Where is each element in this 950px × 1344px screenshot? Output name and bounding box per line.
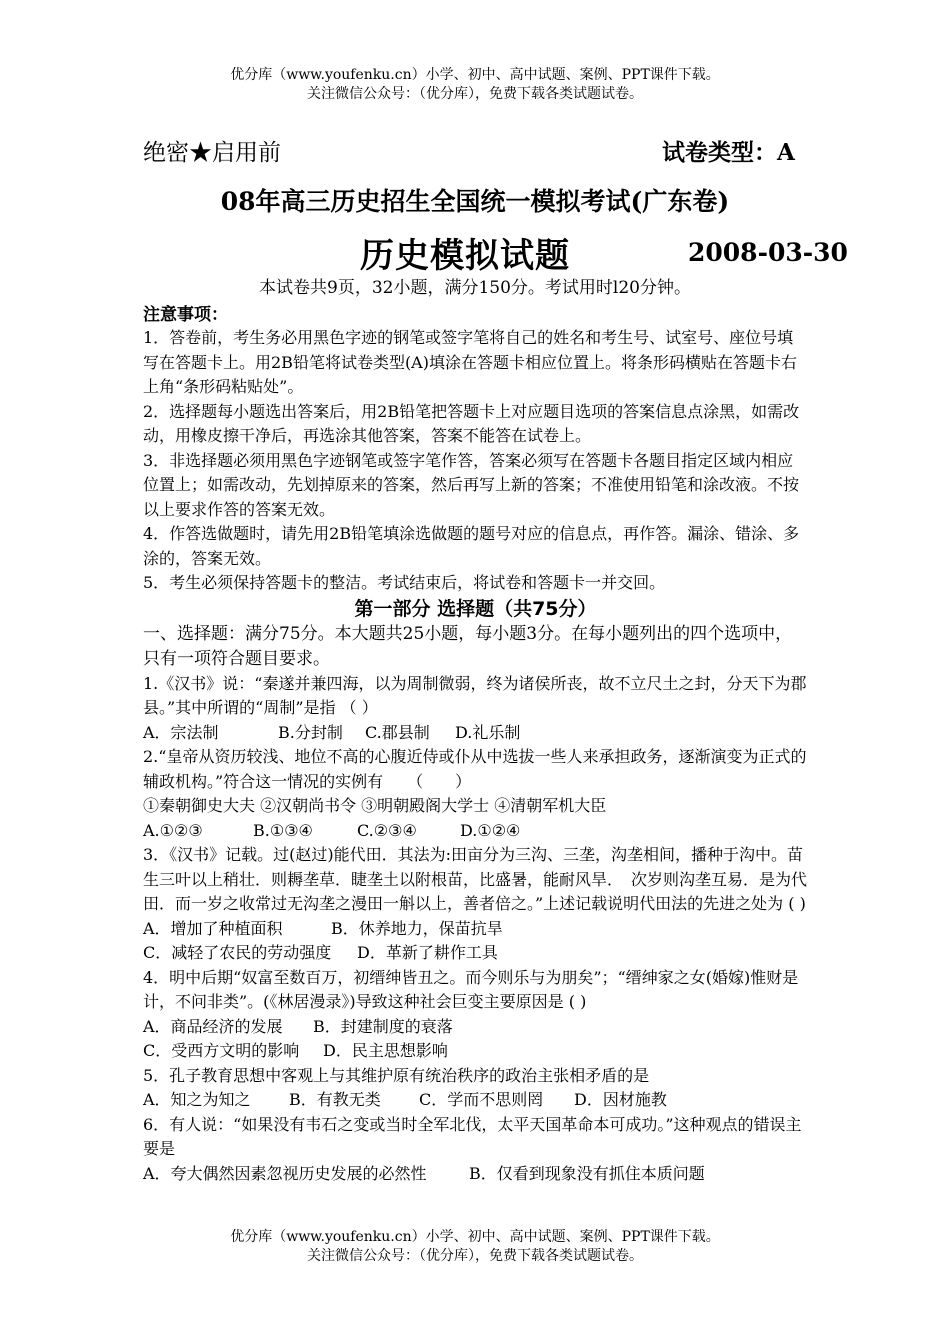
question-1-stem: 1.《汉书》说：“秦遂并兼四海，以为周制微弱，终为诸侯所丧，故不立尺土之封，分天下为郡县。”其中所谓的“周制”是指 （ ） [143,673,807,717]
question-3-options-2 [143,941,808,966]
option-c: C．减轻了农民的劳动强度 [143,943,332,962]
option-b: B.①③④ [253,820,313,840]
notice-item: 1．答卷前，考生务必用黑色字迹的钢笔或签字笔将自己的姓名和考生号、试室号、座位号填写在答题卡上。用2B铅笔将试卷类型(A)填涂在答题卡相应位置上。将条形码横贴在答题卡右上角“条形码粘贴处”。 [143,328,797,396]
option-c: C.郡县制 [365,722,430,742]
question-4-options-2 [143,1039,808,1064]
exam-summary: 本试卷共9页，32小题，满分150分。考试用时l20分钟。 [259,278,691,298]
section-title: 第一部分 选择题（共75分） [354,597,597,620]
option-b: B．封建制度的衰落 [313,1016,453,1036]
section-intro: 一、选择题：满分75分。本大题共25小题，每小题3分。在每小题列出的四个选项中，只有一项符合题目要求。 [143,623,793,669]
question-1-options [143,721,808,746]
paper-type: 试卷类型：A [662,139,795,166]
question-2-items: ①秦朝御史大夫 ②汉朝尚书令 ③明朝殿阁大学士 ④清朝军机大臣 [143,796,607,815]
option-a: A．宗法制 [143,722,219,742]
option-d: D．因材施教 [574,1090,667,1109]
notice-item: 4．作答选做题时，请先用2B铅笔填涂选做题的题号对应的信息点，再作答。漏涂、错涂、多涂的，答案无效。 [143,524,800,568]
notice-item: 3．非选择题必须用黑色字迹钢笔或签字笔作答，答案必须写在答题卡各题目指定区域内相应位置上；如需改动，先划掉原来的答案，然后再写上新的答案；不准使用铅笔和涂改液。不按以上要求作答的答案无效。 [143,450,800,519]
exam-title: 08年高三历史招生全国统一模拟考试(广东卷) [220,187,730,216]
notice-heading: 注意事项： [143,305,228,325]
question-3-options-1 [143,917,808,942]
option-a: A．知之为知之 [143,1090,251,1109]
question-6-options [143,1162,808,1187]
exam-date: 2008-03-30 [688,238,848,267]
question-2-stem: 2.“皇帝从资历较浅、地位不高的心腹近侍或仆从中选拔一些人来承担政务，逐渐演变为正式的辅政机构。”符合这一情况的实例有 （ ） [143,747,807,791]
header-line-2: 关注微信公众号：（优分库），免费下载各类试题试卷。 [307,86,643,102]
option-d: D．民主思想影响 [323,1041,448,1060]
question-2-options [143,819,808,844]
option-c: C．受西方文明的影响 [143,1041,300,1060]
question-3-stem: 3．《汉书》记载。过(赵过)能代田．其法为:田亩分为三沟、三垄，沟垄相间，播种于沟中。苗生三叶以上稍壮．则耨垄草．睫垄土以附根苗，比盛暑，能耐风旱． 次岁则沟垄互易．是为代田．而一岁之收常过无沟垄之漫田一斛以上，善者倍之。”上述记载说明代田法的先进之处为 ( ) [143,845,808,913]
page-footer [0,1228,950,1266]
page-header [0,66,950,104]
option-a: A.①②③ [143,820,203,840]
confidential-mark: 绝密★启用前 [143,140,281,166]
option-b: B.分封制 [278,722,343,742]
header-line-1: 优分库（www.youfenku.cn）小学、初中、高中试题、案例、PPT课件下载。 [230,67,720,83]
question-6-stem: 6．有人说：“如果没有韦石之变或当时全军北伐，太平天国革命本可成功。”这种观点的错误主要是 [143,1114,802,1158]
question-5-stem: 5．孔子教育思想中客观上与其维护原有统治秩序的政治主张相矛盾的是 [143,1065,650,1085]
option-b: B．休养地力，保苗抗旱 [331,918,503,938]
option-c: C.②③④ [357,820,417,840]
option-a: A．增加了种植面积 [143,918,283,938]
page-content [143,326,808,1186]
notice-item: 5．考生必须保持答题卡的整洁。考试结束后，将试卷和答题卡一并交回。 [143,573,666,592]
main-title: 历史模拟试题 [360,236,570,276]
question-4-stem: 4．明中后期“奴富至数百万，初缙绅皆丑之。而今则乐与为朋矣”；“缙绅家之女(婚嫁)惟财是计，不问非类”。(《林居漫录》)导致这种社会巨变主要原因是 ( ) [143,967,799,1011]
option-c: C．学而不思则罔 [419,1090,544,1109]
notice-item: 2．选择题每小题选出答案后，用2B铅笔把答题卡上对应题目选项的答案信息点涂黑，如需改动，用橡皮擦干净后，再选涂其他答案，答案不能答在试卷上。 [143,401,800,445]
footer-line-2: 关注微信公众号：（优分库），免费下载各类试题试卷。 [307,1248,643,1264]
question-5-options [143,1088,808,1113]
option-b: B．有教无类 [289,1090,381,1109]
option-d: D.①②④ [460,820,521,840]
option-b: B．仅看到现象没有抓住本质问题 [469,1163,705,1183]
question-4-options-1 [143,1015,808,1040]
option-d: D.礼乐制 [455,722,521,742]
footer-line-1: 优分库（www.youfenku.cn）小学、初中、高中试题、案例、PPT课件下载。 [230,1229,720,1245]
option-d: D．革新了耕作工具 [357,943,498,962]
option-a: A．商品经济的发展 [143,1016,283,1036]
option-a: A．夸大偶然因素忽视历史发展的必然性 [143,1163,427,1183]
